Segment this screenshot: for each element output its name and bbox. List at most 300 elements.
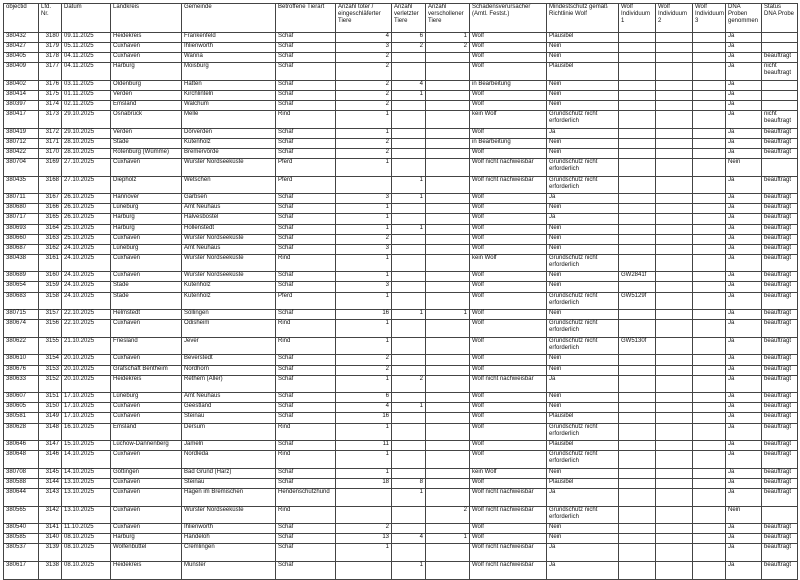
table-cell: 29.10.2025 <box>62 111 111 129</box>
table-cell: Ja <box>726 33 762 43</box>
table-cell: Schaf <box>276 534 336 544</box>
table-cell: Göttingen <box>111 468 182 478</box>
table-cell: Nein <box>726 159 762 177</box>
table-cell <box>693 53 726 63</box>
table-cell: 3171 <box>39 138 62 148</box>
table-cell: Cuxhaven <box>111 320 182 338</box>
table-cell: 05.11.2025 <box>62 43 111 53</box>
table-cell: Nein <box>547 365 619 375</box>
table-cell: 2 <box>336 80 392 90</box>
table-cell <box>426 214 470 224</box>
table-cell: Hannover <box>111 194 182 204</box>
table-cell: Plausibel <box>547 63 619 81</box>
table-cell: 2 <box>336 355 392 365</box>
table-cell: 04.11.2025 <box>62 53 111 63</box>
table-cell: Beverstedt <box>182 355 276 365</box>
table-cell: Ja <box>726 478 762 488</box>
table-row <box>4 468 798 478</box>
table-cell <box>693 320 726 338</box>
table-cell: Nein <box>547 90 619 100</box>
table-row <box>4 488 798 506</box>
table-cell: Ja <box>726 80 762 90</box>
table-cell: Pferd <box>276 292 336 310</box>
table-cell: Grundschutz nicht erforderlich <box>547 292 619 310</box>
table-cell <box>693 534 726 544</box>
table-cell <box>426 524 470 534</box>
table-row <box>4 393 798 403</box>
table-cell <box>426 468 470 478</box>
table-cell: 380683 <box>4 292 39 310</box>
table-cell: 3153 <box>39 365 62 375</box>
column-header: Betroffene Tierart <box>276 4 336 33</box>
table-cell: Schaf <box>276 224 336 234</box>
table-cell: 1 <box>426 534 470 544</box>
table-cell: 3138 <box>39 561 62 579</box>
table-cell: 380427 <box>4 43 39 53</box>
table-cell: Schaf <box>276 101 336 111</box>
table-cell: beauftragt <box>762 244 798 254</box>
table-cell: Ja <box>726 244 762 254</box>
table-cell: Ja <box>726 403 762 413</box>
table-cell <box>693 224 726 234</box>
table-cell <box>656 138 693 148</box>
table-cell <box>426 148 470 158</box>
column-header: Anzahl verletzter Tiere <box>392 4 426 33</box>
table-cell: Ja <box>726 138 762 148</box>
table-cell: 3166 <box>39 204 62 214</box>
table-cell: Wolf <box>470 393 547 403</box>
table-cell: 2 <box>336 365 392 375</box>
table-cell <box>426 159 470 177</box>
table-cell: Schaf <box>276 468 336 478</box>
table-row <box>4 80 798 90</box>
table-row <box>4 53 798 63</box>
table-cell <box>693 413 726 423</box>
table-cell <box>392 355 426 365</box>
table-row <box>4 506 798 524</box>
table-cell: Schaf <box>276 441 336 451</box>
table-cell: 3172 <box>39 128 62 138</box>
table-cell: Ja <box>726 53 762 63</box>
table-cell: beauftragt <box>762 128 798 138</box>
table-cell <box>619 451 656 469</box>
table-cell <box>392 423 426 441</box>
table-cell <box>426 375 470 393</box>
table-cell <box>392 272 426 282</box>
table-cell: Rind <box>276 254 336 272</box>
table-cell: 3142 <box>39 506 62 524</box>
table-cell: Rind <box>276 320 336 338</box>
table-cell <box>619 403 656 413</box>
table-cell: 2 <box>336 90 392 100</box>
table-cell: 16 <box>336 310 392 320</box>
table-cell <box>426 128 470 138</box>
table-cell: beauftragt <box>762 282 798 292</box>
table-cell: Ja <box>726 194 762 204</box>
table-cell: 380607 <box>4 393 39 403</box>
table-cell: Wolf <box>470 365 547 375</box>
table-cell: 22.10.2025 <box>62 320 111 338</box>
table-cell: Schaf <box>276 204 336 214</box>
table-cell <box>693 214 726 224</box>
table-cell: Schaf <box>276 63 336 81</box>
table-cell: beauftragt <box>762 355 798 365</box>
table-cell: beauftragt <box>762 234 798 244</box>
table-row <box>4 355 798 365</box>
table-cell: 380435 <box>4 176 39 194</box>
table-cell: Ja <box>726 423 762 441</box>
table-cell: 2 <box>336 101 392 111</box>
table-cell: Schaf <box>276 375 336 393</box>
table-cell <box>336 176 392 194</box>
table-cell <box>656 159 693 177</box>
table-cell: Ja <box>547 214 619 224</box>
table-cell: Hagen im Bremischen <box>182 488 276 506</box>
table-cell: Wolf <box>470 524 547 534</box>
table-cell: beauftragt <box>762 441 798 451</box>
table-cell <box>656 224 693 234</box>
table-cell <box>693 441 726 451</box>
table-cell: 380438 <box>4 254 39 272</box>
table-cell: 17.10.2025 <box>62 403 111 413</box>
table-cell <box>392 292 426 310</box>
table-cell: Cuxhaven <box>111 254 182 272</box>
table-cell: Ja <box>726 375 762 393</box>
table-cell <box>619 138 656 148</box>
table-row <box>4 441 798 451</box>
table-cell: 1 <box>392 194 426 204</box>
table-cell: 380646 <box>4 441 39 451</box>
table-cell <box>693 488 726 506</box>
table-cell: Schaf <box>276 148 336 158</box>
table-cell: Wolf <box>470 194 547 204</box>
table-cell <box>426 478 470 488</box>
table-cell: Cuxhaven <box>111 159 182 177</box>
table-cell <box>762 101 798 111</box>
table-cell: 380693 <box>4 224 39 234</box>
document-page <box>3 3 797 568</box>
table-cell: 3170 <box>39 148 62 158</box>
table-cell: 3 <box>336 43 392 53</box>
table-cell: 3177 <box>39 63 62 81</box>
table-cell <box>426 254 470 272</box>
table-cell: Wolf <box>470 272 547 282</box>
table-cell <box>693 506 726 524</box>
table-cell: Ja <box>726 561 762 579</box>
table-cell <box>619 488 656 506</box>
table-cell <box>619 128 656 138</box>
table-row <box>4 544 798 562</box>
table-cell: Cuxhaven <box>111 524 182 534</box>
table-cell <box>619 310 656 320</box>
table-cell: Wolf <box>470 320 547 338</box>
table-cell: beauftragt <box>762 534 798 544</box>
table-cell: 01.11.2025 <box>62 90 111 100</box>
table-cell: Harburg <box>111 224 182 234</box>
table-cell <box>619 234 656 244</box>
table-cell: Walchum <box>182 101 276 111</box>
table-cell: Melle <box>182 111 276 129</box>
table-cell <box>656 204 693 214</box>
table-row <box>4 194 798 204</box>
table-cell: 380537 <box>4 544 39 562</box>
table-cell: 2 <box>426 506 470 524</box>
table-cell <box>619 320 656 338</box>
table-row <box>4 159 798 177</box>
table-cell <box>619 111 656 129</box>
table-cell: Amt Neuhaus <box>182 393 276 403</box>
table-cell <box>619 468 656 478</box>
table-cell: Wanna <box>182 53 276 63</box>
table-cell <box>392 468 426 478</box>
table-cell <box>693 337 726 355</box>
table-cell: 380708 <box>4 468 39 478</box>
table-cell: Schaf <box>276 561 336 579</box>
table-cell: Ja <box>726 101 762 111</box>
table-cell: 3140 <box>39 534 62 544</box>
table-cell <box>336 488 392 506</box>
table-cell: 1 <box>336 423 392 441</box>
table-cell: Rind <box>276 111 336 129</box>
table-cell: Harburg <box>111 534 182 544</box>
table-cell: 380588 <box>4 478 39 488</box>
table-cell: Ja <box>726 204 762 214</box>
table-cell: Diepholz <box>111 176 182 194</box>
table-cell <box>656 244 693 254</box>
table-cell <box>656 320 693 338</box>
table-cell: Cuxhaven <box>111 43 182 53</box>
table-cell: Plausibel <box>547 33 619 43</box>
table-cell: 3167 <box>39 194 62 204</box>
table-cell: 16.10.2025 <box>62 423 111 441</box>
table-cell: 380581 <box>4 413 39 423</box>
table-cell <box>656 53 693 63</box>
table-cell: 1 <box>336 272 392 282</box>
table-cell: 2 <box>336 234 392 244</box>
table-cell: 28.10.2025 <box>62 138 111 148</box>
table-cell: 380654 <box>4 282 39 292</box>
table-cell <box>619 204 656 214</box>
table-cell: Ja <box>726 534 762 544</box>
table-cell: Ja <box>726 111 762 129</box>
table-cell: Ja <box>726 90 762 100</box>
table-cell: Ja <box>726 320 762 338</box>
table-cell: 3168 <box>39 176 62 194</box>
table-cell: 3165 <box>39 214 62 224</box>
table-cell <box>619 506 656 524</box>
table-cell <box>656 488 693 506</box>
table-cell <box>426 101 470 111</box>
table-cell: 3 <box>336 244 392 254</box>
table-cell: Ja <box>726 524 762 534</box>
table-cell: beauftragt <box>762 524 798 534</box>
table-cell <box>426 488 470 506</box>
table-cell: beauftragt <box>762 272 798 282</box>
table-cell <box>426 355 470 365</box>
table-cell <box>426 365 470 375</box>
table-cell: 2 <box>336 63 392 81</box>
table-cell: 25.10.2025 <box>62 224 111 234</box>
table-cell <box>392 244 426 254</box>
table-cell: 24.10.2025 <box>62 254 111 272</box>
table-cell: Ja <box>547 128 619 138</box>
table-cell <box>656 544 693 562</box>
table-cell <box>392 234 426 244</box>
table-cell <box>693 365 726 375</box>
table-cell: Grundschutz nicht erforderlich <box>547 506 619 524</box>
table-cell <box>392 282 426 292</box>
table-cell: Amt Neuhaus <box>182 244 276 254</box>
table-cell <box>426 423 470 441</box>
table-cell: Steinau <box>182 413 276 423</box>
table-cell: beauftragt <box>762 468 798 478</box>
table-cell: 27.10.2025 <box>62 159 111 177</box>
table-cell: Nein <box>547 468 619 478</box>
table-cell <box>426 544 470 562</box>
table-cell <box>619 214 656 224</box>
table-cell: Ja <box>726 337 762 355</box>
table-cell: beauftragt <box>762 488 798 506</box>
table-cell: 20.10.2025 <box>62 375 111 393</box>
table-cell <box>426 53 470 63</box>
table-cell: Verden <box>111 128 182 138</box>
table-cell: Oldenburg <box>111 80 182 90</box>
table-row <box>4 234 798 244</box>
table-cell: beauftragt <box>762 403 798 413</box>
table-cell <box>693 292 726 310</box>
table-cell: 380417 <box>4 111 39 129</box>
table-cell <box>392 524 426 534</box>
table-cell: Moisburg <box>182 63 276 81</box>
table-cell: Schaf <box>276 43 336 53</box>
table-cell: 1 <box>392 310 426 320</box>
table-cell: Wolf nicht nachweisbar <box>470 544 547 562</box>
table-cell: 380540 <box>4 524 39 534</box>
table-cell <box>693 148 726 158</box>
table-cell <box>426 138 470 148</box>
table-cell: Grundschutz nicht erforderlich <box>547 254 619 272</box>
table-cell <box>619 423 656 441</box>
table-cell: 3141 <box>39 524 62 534</box>
table-cell: Ja <box>726 282 762 292</box>
table-cell: 380704 <box>4 159 39 177</box>
table-row <box>4 561 798 579</box>
table-cell: 11.10.2025 <box>62 524 111 534</box>
table-cell: 3169 <box>39 159 62 177</box>
table-cell: 380409 <box>4 63 39 81</box>
table-cell: GW5129f <box>619 292 656 310</box>
table-cell <box>693 403 726 413</box>
table-cell: Cuxhaven <box>111 234 182 244</box>
table-cell: Wolf nicht nachweisbar <box>470 375 547 393</box>
table-cell: Kirchlinteln <box>182 90 276 100</box>
table-cell <box>693 393 726 403</box>
table-cell: Plausibel <box>547 413 619 423</box>
table-cell: Cuxhaven <box>111 403 182 413</box>
table-cell <box>619 375 656 393</box>
table-cell <box>392 138 426 148</box>
table-cell: 1 <box>336 204 392 214</box>
column-header: Mindestschutz gemäß Richtlinie Wolf <box>547 4 619 33</box>
table-cell <box>656 43 693 53</box>
table-cell: 1 <box>336 451 392 469</box>
table-cell: 380674 <box>4 320 39 338</box>
table-cell: 3156 <box>39 320 62 338</box>
table-cell: Kutenholz <box>182 138 276 148</box>
table-cell: 02.11.2025 <box>62 101 111 111</box>
table-cell: 380414 <box>4 90 39 100</box>
table-body <box>4 33 798 580</box>
column-header: Wolf Individuum 2 <box>656 4 693 33</box>
table-cell: 15.10.2025 <box>62 441 111 451</box>
table-cell: Dersum <box>182 423 276 441</box>
table-cell: Wolf <box>470 214 547 224</box>
table-cell: Schaf <box>276 53 336 63</box>
table-cell: 24.10.2025 <box>62 272 111 282</box>
table-cell: nicht beauftragt <box>762 63 798 81</box>
table-cell: Pferd <box>276 159 336 177</box>
table-cell: 4 <box>336 403 392 413</box>
table-cell <box>619 534 656 544</box>
table-cell: Cuxhaven <box>111 488 182 506</box>
table-cell: beauftragt <box>762 365 798 375</box>
table-cell: Cremlingen <box>182 544 276 562</box>
table-cell <box>619 524 656 534</box>
table-cell: beauftragt <box>762 53 798 63</box>
table-cell <box>693 128 726 138</box>
table-cell: 3149 <box>39 413 62 423</box>
table-cell: Ja <box>726 292 762 310</box>
table-cell: beauftragt <box>762 413 798 423</box>
table-row <box>4 128 798 138</box>
table-cell: 3154 <box>39 355 62 365</box>
table-cell: Stade <box>111 282 182 292</box>
table-cell: Nein <box>547 393 619 403</box>
table-cell <box>693 544 726 562</box>
table-cell: 3178 <box>39 53 62 63</box>
table-cell: Hatten <box>182 80 276 90</box>
table-cell: 6 <box>392 33 426 43</box>
column-header: Lfd. Nr. <box>39 4 62 33</box>
table-row <box>4 534 798 544</box>
table-cell: Nein <box>547 282 619 292</box>
table-cell: Ja <box>726 488 762 506</box>
table-cell: 8 <box>392 478 426 488</box>
table-row <box>4 320 798 338</box>
table-cell: Wetschen <box>182 176 276 194</box>
table-cell: Rotenburg (Wümme) <box>111 148 182 158</box>
table-cell: 1 <box>336 254 392 272</box>
table-cell <box>693 282 726 292</box>
table-cell: 1 <box>336 544 392 562</box>
table-cell <box>656 90 693 100</box>
table-cell: 04.11.2025 <box>62 63 111 81</box>
table-cell: Grundschutz nicht erforderlich <box>547 337 619 355</box>
table-cell <box>656 234 693 244</box>
table-cell: Schaf <box>276 244 336 254</box>
table-cell <box>693 375 726 393</box>
table-cell: Amt Neuhaus <box>182 204 276 214</box>
table-cell: Ja <box>726 148 762 158</box>
table-cell: 29.10.2025 <box>62 128 111 138</box>
table-row <box>4 148 798 158</box>
table-cell: 1 <box>392 561 426 579</box>
table-row <box>4 244 798 254</box>
table-cell <box>693 272 726 282</box>
table-cell: Ja <box>547 488 619 506</box>
table-cell: 6 <box>336 393 392 403</box>
table-cell: 3 <box>336 194 392 204</box>
